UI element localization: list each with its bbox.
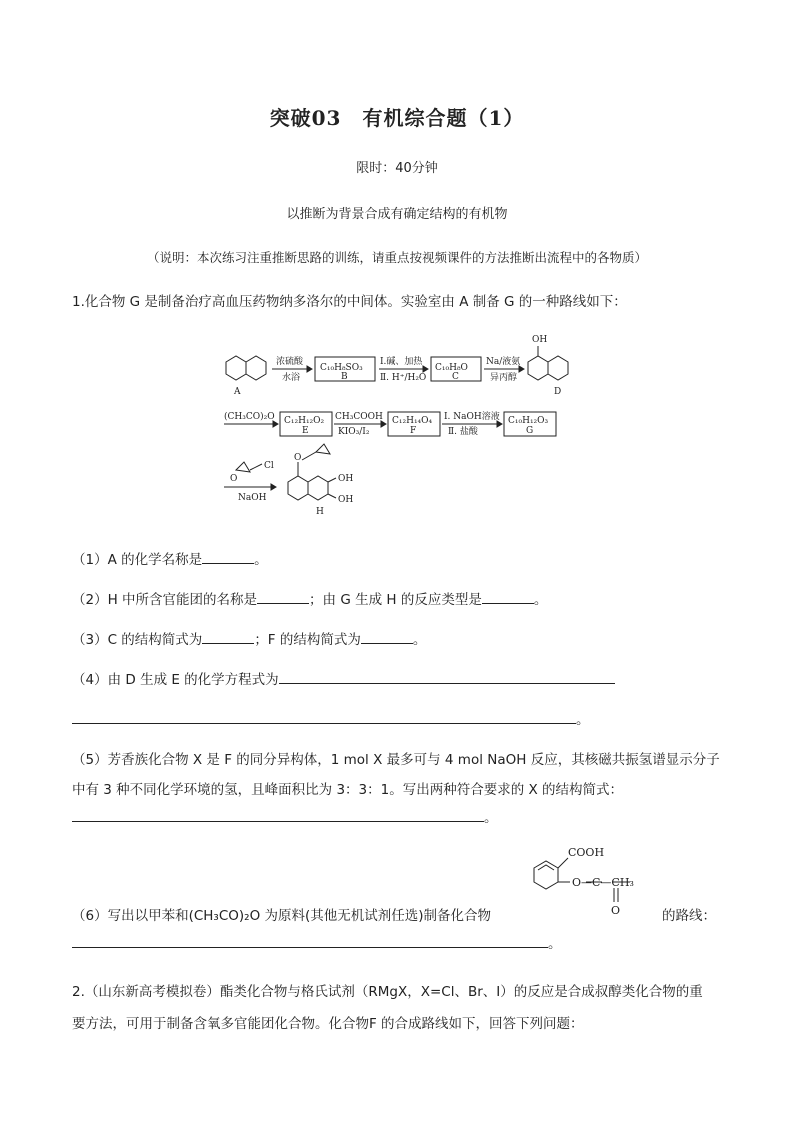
reagent-7-bottom: NaOH: [238, 493, 267, 503]
label-H-OH1: OH: [338, 474, 354, 484]
q1-part5-line1: （5）芳香族化合物 X 是 F 的同分异构体，1 mol X 最多可与 4 mol NaOH 反应，其核磁共振氢谱显示分子: [72, 752, 720, 768]
reagent-7-Cl: Cl: [264, 461, 274, 471]
q1-part2-end: 。: [533, 592, 548, 608]
q1-part6-answer: [72, 932, 562, 952]
answer-blank-4a[interactable]: [279, 669, 615, 684]
q1-part3-end: 。: [412, 632, 427, 648]
label-H-O: O: [294, 453, 302, 463]
section-heading: 以推断为背景合成有确定结构的有机物: [286, 207, 508, 222]
target-ester: O—C—CH₃: [572, 876, 634, 889]
formula-B: C₁₀H₈SO₃: [320, 363, 363, 373]
reagent-3-top: Na/液氨: [486, 357, 521, 367]
q2-line2: 要方法，可用于制备含氧多官能团化合物。化合物F 的合成路线如下，回答下列问题：: [72, 1016, 584, 1032]
q2-line1: 2.（山东新高考模拟卷）酯类化合物与格氏试剂（RMgX，X=Cl、Br、I）的反应是合成叔醇类化合物的重: [72, 984, 703, 1000]
q1-part2: [72, 588, 547, 608]
label-A: A: [234, 387, 241, 397]
label-C: C: [452, 372, 459, 382]
formula-F: C₁₂H₁₄O₄: [392, 416, 433, 426]
label-F: F: [410, 426, 417, 436]
target-carbonyl-o: O: [611, 904, 621, 917]
q1-part1: [72, 548, 268, 568]
label-D: D: [554, 387, 562, 397]
reagent-3-bottom: 异丙醇: [490, 373, 518, 383]
q1-part6-text-a: （6）写出以甲苯和(CH₃CO)₂O 为原料(其他无机试剂任选)制备化合物: [72, 908, 492, 924]
q1-part6: [72, 904, 491, 924]
q1-part2-text-a: （2）H 中所含官能团的名称是: [72, 592, 258, 608]
reagent-1-bottom: 水浴: [282, 373, 301, 383]
q1-part4-text: （4）由 D 生成 E 的化学方程式为: [72, 672, 279, 688]
target-compound-structure: [528, 838, 668, 920]
formula-C: C₁₀H₈O: [435, 363, 468, 373]
reagent-2-top: Ⅰ.碱、加热: [380, 357, 423, 367]
q1-part6-text-b: 的路线：: [662, 908, 716, 924]
q1-part5-line2: 中有 3 种不同化学环境的氢，且峰面积比为 3：3：1。写出两种符合要求的 X 的结构简式：: [72, 782, 624, 798]
answer-blank-3b[interactable]: [361, 629, 413, 644]
reagent-7-O: O: [230, 474, 238, 484]
answer-blank-2a[interactable]: [257, 589, 309, 604]
time-limit: 限时：40分钟: [356, 161, 438, 176]
formula-E: C₁₂H₁₂O₂: [284, 416, 325, 426]
answer-blank-5[interactable]: [72, 807, 484, 822]
q1-part1-text: （1）A 的化学名称是: [72, 552, 203, 568]
q1-part3: [72, 628, 426, 648]
q1-part3-text-b: ；F 的结构简式为: [254, 632, 361, 648]
q1-intro: 1.化合物 G 是制备治疗高血压药物纳多洛尔的中间体。实验室由 A 制备 G 的一种路线如下：: [72, 294, 627, 310]
reagent-6-top: Ⅰ. NaOH溶液: [444, 412, 500, 422]
q1-part3-text-a: （3）C 的结构简式为: [72, 632, 203, 648]
reagent-6-bottom: Ⅱ. 盐酸: [448, 427, 478, 437]
q1-part2-text-b: ；由 G 生成 H 的反应类型是: [309, 592, 482, 608]
answer-blank-1[interactable]: [202, 549, 254, 564]
label-E: E: [302, 426, 309, 436]
q1-part6-b: [662, 904, 716, 924]
label-G: G: [526, 426, 534, 436]
reagent-4-top: (CH₃CO)₂O: [224, 412, 275, 422]
reagent-5-bottom: KIO₃/I₂: [338, 427, 370, 437]
target-cooh: COOH: [568, 846, 605, 859]
q1-part5-end: 。: [484, 810, 498, 826]
label-H: H: [316, 507, 324, 517]
q1-part6-end: 。: [548, 936, 562, 952]
formula-G: C₁₀H₁₂O₃: [508, 416, 549, 426]
reagent-2-bottom: Ⅱ. H⁺/H₂O: [380, 373, 427, 383]
q1-part1-end: 。: [254, 552, 268, 568]
reagent-1-top: 浓硫酸: [276, 357, 304, 367]
q1-part4-end: 。: [576, 712, 590, 728]
answer-blank-4b[interactable]: [72, 709, 576, 724]
answer-blank-3a[interactable]: [202, 629, 254, 644]
q1-part5-answer: [72, 806, 498, 826]
answer-blank-2b[interactable]: [482, 589, 534, 604]
answer-blank-6[interactable]: [72, 933, 548, 948]
q1-part4-cont: [72, 708, 590, 728]
q1-part4: [72, 668, 615, 688]
label-H-OH2: OH: [338, 495, 354, 505]
page-title: 突破03 有机综合题（1）: [269, 106, 525, 130]
reagent-5-top: CH₃COOH: [335, 412, 383, 422]
instruction-note: （说明：本次练习注重推断思路的训练，请重点按视频课件的方法推断出流程中的各物质）: [146, 250, 647, 265]
label-B: B: [341, 372, 348, 382]
synthesis-scheme: [220, 322, 580, 532]
label-D-OH: OH: [532, 335, 548, 345]
